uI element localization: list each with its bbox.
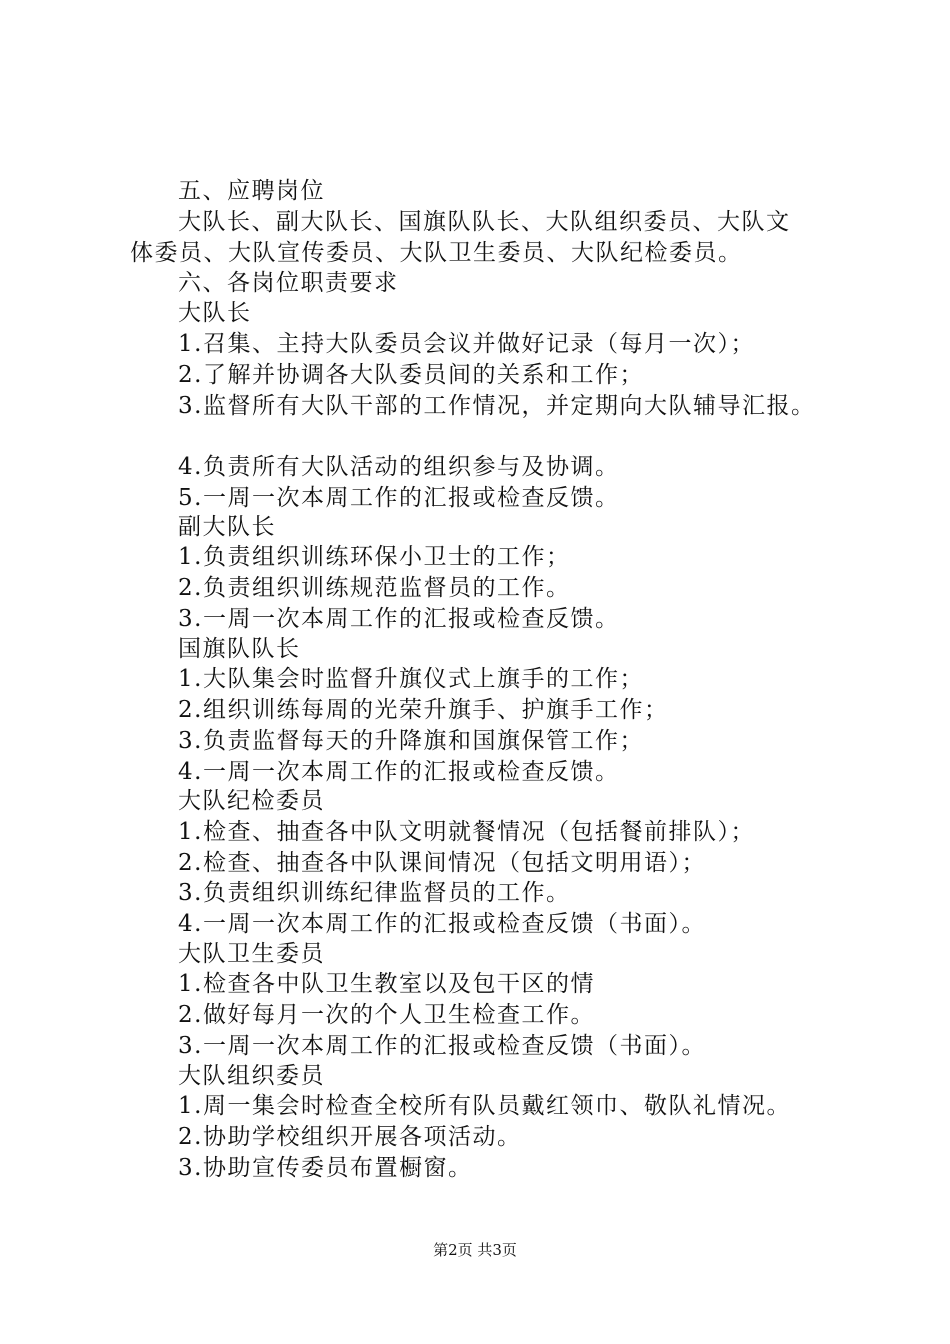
discipline-duty-1: 1.检查、抽查各中队文明就餐情况（包括餐前排队）； xyxy=(178,819,755,845)
organization-duty-3: 3.协助宣传委员布置橱窗。 xyxy=(178,1155,473,1181)
organization-duty-1: 1.周一集会时检查全校所有队员戴红领巾、敬队礼情况。 xyxy=(178,1093,791,1119)
discipline-duty-3: 3.负责组织训练纪律监督员的工作。 xyxy=(178,880,571,906)
role-heading-flag-captain: 国旗队队长 xyxy=(178,636,301,662)
flag-captain-duty-4: 4.一周一次本周工作的汇报或检查反馈。 xyxy=(178,759,620,785)
positions-list-line-1: 大队长、副大队长、国旗队队长、大队组织委员、大队文 xyxy=(178,209,791,235)
role-heading-hygiene: 大队卫生委员 xyxy=(178,941,325,967)
hygiene-duty-3: 3.一周一次本周工作的汇报或检查反馈（书面）。 xyxy=(178,1033,706,1059)
discipline-duty-4: 4.一周一次本周工作的汇报或检查反馈（书面）。 xyxy=(178,911,706,937)
flag-captain-duty-3: 3.负责监督每天的升降旗和国旗保管工作； xyxy=(178,728,644,754)
organization-duty-2: 2.协助学校组织开展各项活动。 xyxy=(178,1124,522,1150)
captain-duty-4: 4.负责所有大队活动的组织参与及协调。 xyxy=(178,454,620,480)
flag-captain-duty-2: 2.组织训练每周的光荣升旗手、护旗手工作； xyxy=(178,697,669,723)
flag-captain-duty-1: 1.大队集会时监督升旗仪式上旗手的工作； xyxy=(178,666,644,692)
hygiene-duty-2: 2.做好每月一次的个人卫生检查工作。 xyxy=(178,1002,595,1028)
role-heading-organization: 大队组织委员 xyxy=(178,1063,325,1089)
vice-captain-duty-3: 3.一周一次本周工作的汇报或检查反馈。 xyxy=(178,606,620,632)
role-heading-captain: 大队长 xyxy=(178,300,252,326)
role-heading-vice-captain: 副大队长 xyxy=(178,514,276,540)
captain-duty-1: 1.召集、主持大队委员会议并做好记录（每月一次）； xyxy=(178,331,755,357)
section-heading-duties: 六、各岗位职责要求 xyxy=(178,270,399,296)
vice-captain-duty-1: 1.负责组织训练环保小卫士的工作； xyxy=(178,544,571,570)
vice-captain-duty-2: 2.负责组织训练规范监督员的工作。 xyxy=(178,575,571,601)
page-number-footer: 第2页 共3页 xyxy=(433,1241,517,1259)
captain-duty-3: 3.监督所有大队干部的工作情况，并定期向大队辅导汇报。 xyxy=(178,393,816,419)
section-heading-positions: 五、应聘岗位 xyxy=(178,178,325,204)
role-heading-discipline: 大队纪检委员 xyxy=(178,788,325,814)
captain-duty-2: 2.了解并协调各大队委员间的关系和工作； xyxy=(178,362,644,388)
positions-list-line-2: 体委员、大队宣传委员、大队卫生委员、大队纪检委员。 xyxy=(130,240,743,266)
hygiene-duty-1: 1.检查各中队卫生教室以及包干区的情 xyxy=(178,971,595,997)
discipline-duty-2: 2.检查、抽查各中队课间情况（包括文明用语）； xyxy=(178,850,706,876)
captain-duty-5: 5.一周一次本周工作的汇报或检查反馈。 xyxy=(178,485,620,511)
